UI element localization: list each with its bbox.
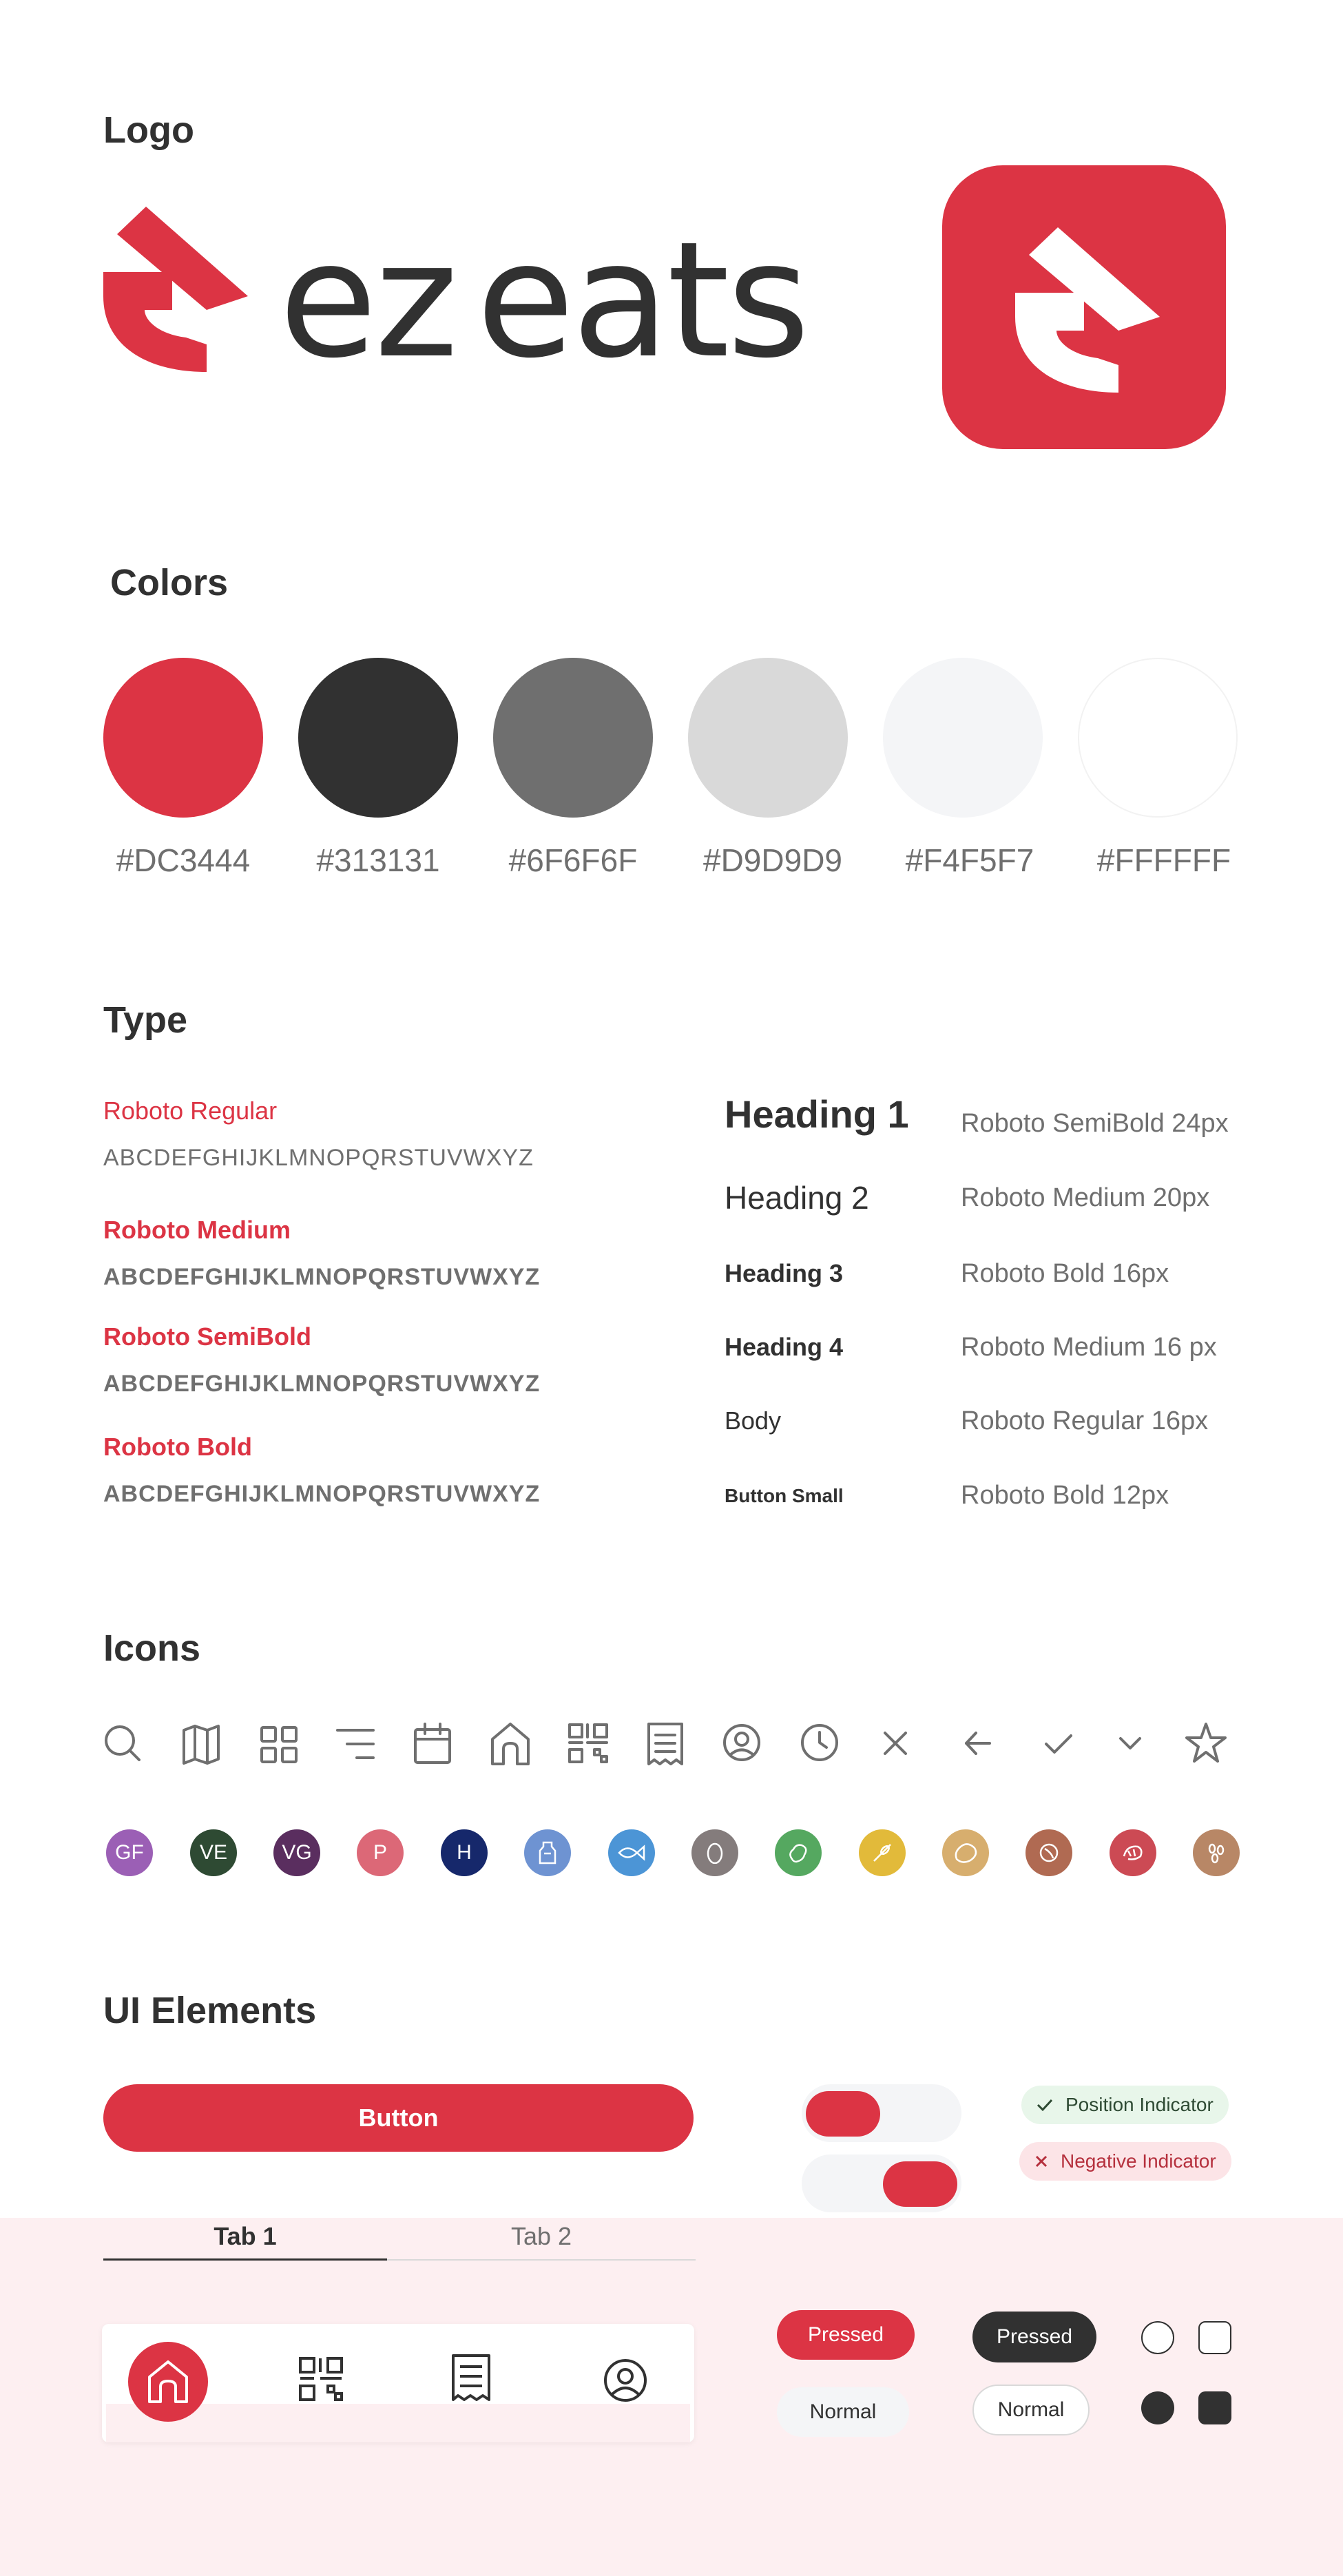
home-icon — [148, 2360, 188, 2403]
bottom-nav — [102, 2324, 694, 2442]
clock-icon — [802, 1725, 837, 1760]
nav-profile-button[interactable] — [603, 2358, 647, 2406]
type-spec: Roboto Bold 12px — [961, 1481, 1169, 1510]
normal-pill-white[interactable]: Normal — [972, 2385, 1090, 2435]
arrow-left-icon — [966, 1733, 990, 1754]
app-icon-mark-icon — [1015, 227, 1160, 393]
font-name-medium: Roboto Medium — [103, 1216, 291, 1244]
calendar-icon — [415, 1724, 450, 1763]
checkbox-unchecked[interactable] — [1198, 2321, 1231, 2354]
primary-button[interactable]: Button — [103, 2084, 694, 2152]
search-icon — [106, 1727, 139, 1760]
heading-1-sample: Heading 1 — [725, 1092, 909, 1136]
font-name-regular: Roboto Regular — [103, 1097, 278, 1125]
swatch-off-white — [883, 658, 1043, 818]
type-spec: Roboto Medium 20px — [961, 1183, 1210, 1212]
nav-orders-button[interactable] — [452, 2354, 490, 2404]
user-circle-icon — [603, 2358, 647, 2402]
icon-row — [100, 1721, 1236, 1769]
checkbox-checked[interactable] — [1198, 2391, 1231, 2424]
diet-badge-vegetarian: VE — [190, 1829, 237, 1876]
type-section-title: Type — [103, 999, 188, 1041]
ui-elements-section-title: UI Elements — [103, 1990, 317, 2031]
position-indicator — [1021, 2086, 1229, 2124]
chevron-down-icon — [1121, 1738, 1140, 1748]
radio-unchecked[interactable] — [1141, 2321, 1174, 2354]
heading-4-sample: Heading 4 — [725, 1333, 844, 1361]
nut-icon — [1026, 1829, 1072, 1876]
wordmark-ez: ez — [279, 207, 456, 393]
shellfish-icon — [1110, 1829, 1156, 1876]
receipt-icon — [452, 2354, 490, 2401]
swatch-label: #F4F5F7 — [905, 842, 1034, 878]
peanut-icon — [775, 1829, 822, 1876]
type-spec: Roboto Regular 16px — [961, 1406, 1209, 1435]
bread-icon — [942, 1829, 989, 1876]
type-spec: Roboto SemiBold 24px — [961, 1109, 1229, 1138]
diet-badge-vegan: VG — [273, 1829, 320, 1876]
sesame-icon — [1193, 1829, 1240, 1876]
grid-icon — [262, 1727, 296, 1762]
filter-icon — [337, 1730, 373, 1758]
wordmark-eats: eats — [476, 207, 808, 393]
pressed-pill-dark[interactable]: Pressed — [972, 2312, 1096, 2362]
tab-1[interactable]: Tab 1 — [103, 2222, 387, 2261]
close-icon — [1034, 2154, 1048, 2168]
position-indicator-label: Position Indicator — [1065, 2094, 1214, 2115]
swatch-gray — [493, 658, 653, 818]
home-icon — [492, 1724, 528, 1764]
radio-checked[interactable] — [1141, 2391, 1174, 2424]
swatch-white — [1078, 658, 1238, 818]
toggle-thumb — [883, 2161, 957, 2207]
swatch-light-gray — [688, 658, 848, 818]
font-name-bold: Roboto Bold — [103, 1433, 252, 1461]
swatch-label: #313131 — [316, 842, 440, 878]
map-icon — [184, 1726, 218, 1763]
type-spec: Roboto Bold 16px — [961, 1259, 1169, 1288]
diet-badge-p: P — [357, 1829, 404, 1876]
type-spec: Roboto Medium 16 px — [961, 1333, 1217, 1362]
app-icon — [942, 165, 1226, 449]
close-icon — [885, 1733, 906, 1754]
check-icon — [1037, 2098, 1053, 2112]
diet-badge-gluten-free: GF — [106, 1829, 153, 1876]
diet-badge-halal: H — [441, 1829, 488, 1876]
milk-icon — [524, 1829, 571, 1876]
qr-code-icon — [570, 1725, 607, 1762]
negative-indicator-label: Negative Indicator — [1061, 2150, 1216, 2172]
button-small-sample: Button Small — [725, 1485, 844, 1506]
toggle-thumb — [806, 2091, 880, 2137]
normal-pill-gray[interactable]: Normal — [777, 2387, 909, 2437]
colors-section-title: Colors — [110, 562, 229, 603]
font-alphabet-semibold: ABCDEFGHIJKLMNOPQRSTUVWXYZ — [103, 1371, 541, 1397]
qr-code-icon — [299, 2357, 343, 2401]
nav-home-button[interactable] — [128, 2342, 208, 2422]
tab-2[interactable]: Tab 2 — [510, 2222, 572, 2250]
egg-icon — [691, 1829, 738, 1876]
wordmark — [279, 207, 808, 393]
font-alphabet-bold: ABCDEFGHIJKLMNOPQRSTUVWXYZ — [103, 1481, 541, 1507]
user-circle-icon — [725, 1725, 759, 1760]
toggle-off[interactable] — [802, 2084, 961, 2142]
font-name-semibold: Roboto SemiBold — [103, 1322, 311, 1351]
receipt-icon — [649, 1724, 682, 1764]
body-sample: Body — [725, 1406, 782, 1435]
pressed-pill-red[interactable]: Pressed — [777, 2310, 915, 2360]
tab-bar — [103, 2222, 696, 2261]
swatch-label: #DC3444 — [116, 842, 251, 878]
nav-qr-button[interactable] — [299, 2357, 343, 2404]
toggle-on[interactable] — [802, 2154, 961, 2212]
swatch-label: #D9D9D9 — [703, 842, 842, 878]
font-alphabet-regular: ABCDEFGHIJKLMNOPQRSTUVWXYZ — [103, 1145, 534, 1171]
wheat-icon — [859, 1829, 906, 1876]
negative-indicator — [1019, 2142, 1231, 2181]
icons-section-title: Icons — [103, 1628, 201, 1669]
fish-icon — [608, 1829, 655, 1876]
swatch-red — [103, 658, 263, 818]
star-icon — [1187, 1724, 1225, 1761]
check-icon — [1046, 1736, 1071, 1752]
font-alphabet-medium: ABCDEFGHIJKLMNOPQRSTUVWXYZ — [103, 1264, 541, 1290]
heading-2-sample: Heading 2 — [725, 1180, 869, 1216]
logo-section-title: Logo — [103, 110, 194, 151]
swatch-label: #6F6F6F — [508, 842, 638, 878]
ezeats-logo-mark-icon — [103, 207, 248, 372]
swatch-label: #FFFFFF — [1096, 842, 1231, 878]
heading-3-sample: Heading 3 — [725, 1259, 844, 1287]
swatch-dark — [298, 658, 458, 818]
